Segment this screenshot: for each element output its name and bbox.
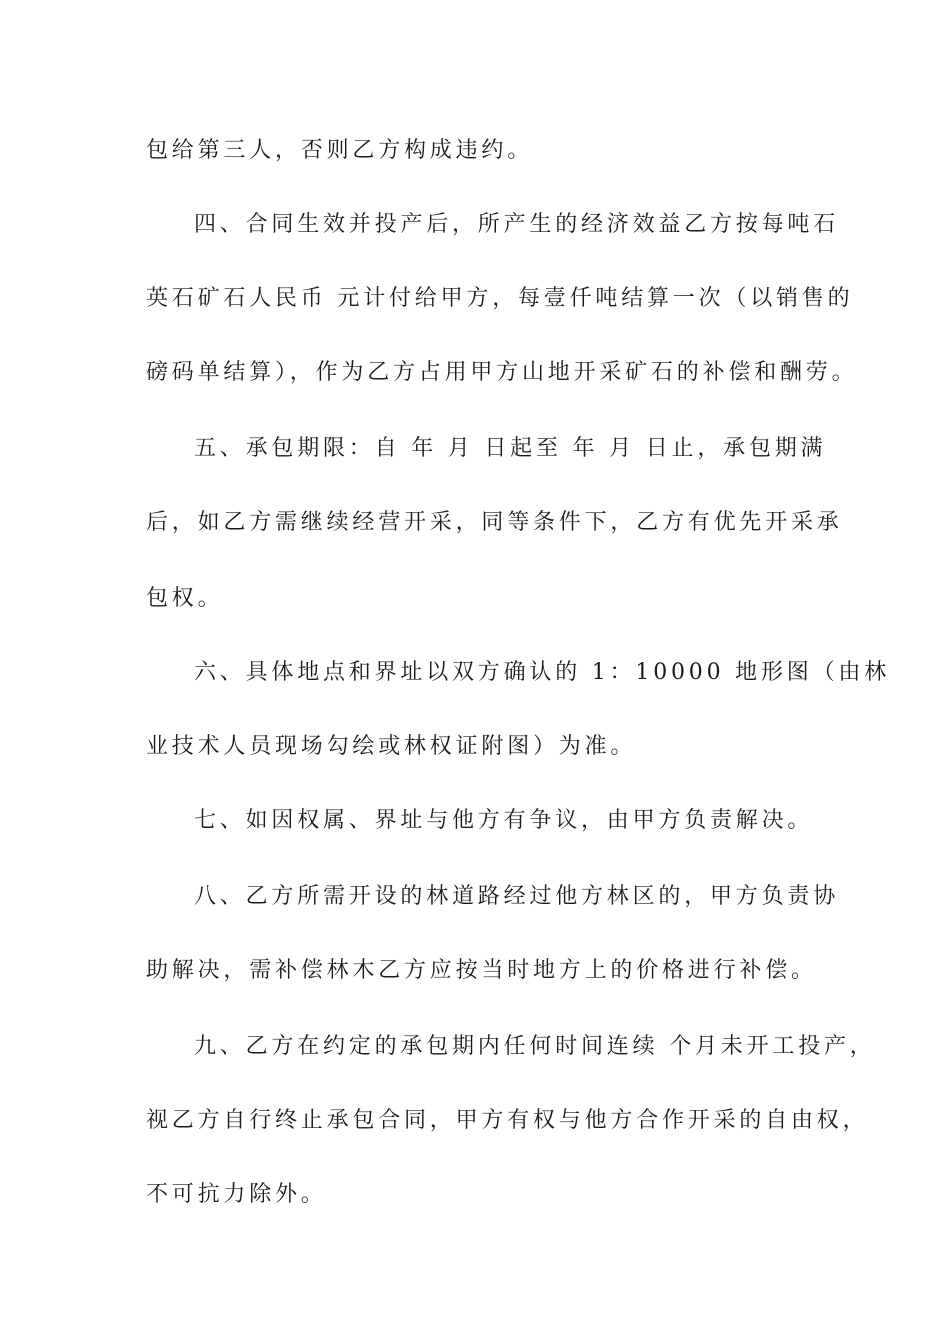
text-line: 包给第三人，否则乙方构成违约。 [146, 138, 534, 163]
clause-four-line: 四、合同生效并投产后，所产生的经济效益乙方按每吨石 [194, 212, 840, 237]
clause-five-line: 五、承包期限：自 年 月 日起至 年 月 日止，承包期满 [194, 436, 827, 461]
text-line: 磅码单结算），作为乙方占用甲方山地开采矿石的补偿和酬劳。 [146, 360, 858, 385]
clause-nine-line: 九、乙方在约定的承包期内任何时间连续 个月未开工投产， [194, 1034, 876, 1059]
text-line: 业技术人员现场勾绘或林权证附图）为准。 [146, 734, 637, 759]
text-line: 视乙方自行终止承包合同，甲方有权与他方合作开采的自由权， [146, 1108, 869, 1133]
text-line: 不可抗力除外。 [146, 1182, 327, 1207]
clause-six-line: 六、具体地点和界址以双方确认的 1：10000 地形图（由林 [194, 660, 890, 685]
text-line: 后，如乙方需继续经营开采，同等条件下，乙方有优先开采承 [146, 510, 843, 535]
text-line: 包权。 [146, 586, 224, 611]
text-line: 助解决，需补偿林木乙方应按当时地方上的价格进行补偿。 [146, 958, 817, 983]
clause-seven-line: 七、如因权属、界址与他方有争议，由甲方负责解决。 [194, 808, 814, 833]
clause-eight-line: 八、乙方所需开设的林道路经过他方林区的，甲方负责协 [194, 884, 840, 909]
text-line: 英石矿石人民币 元计付给甲方，每壹仟吨结算一次（以销售的 [146, 286, 854, 311]
